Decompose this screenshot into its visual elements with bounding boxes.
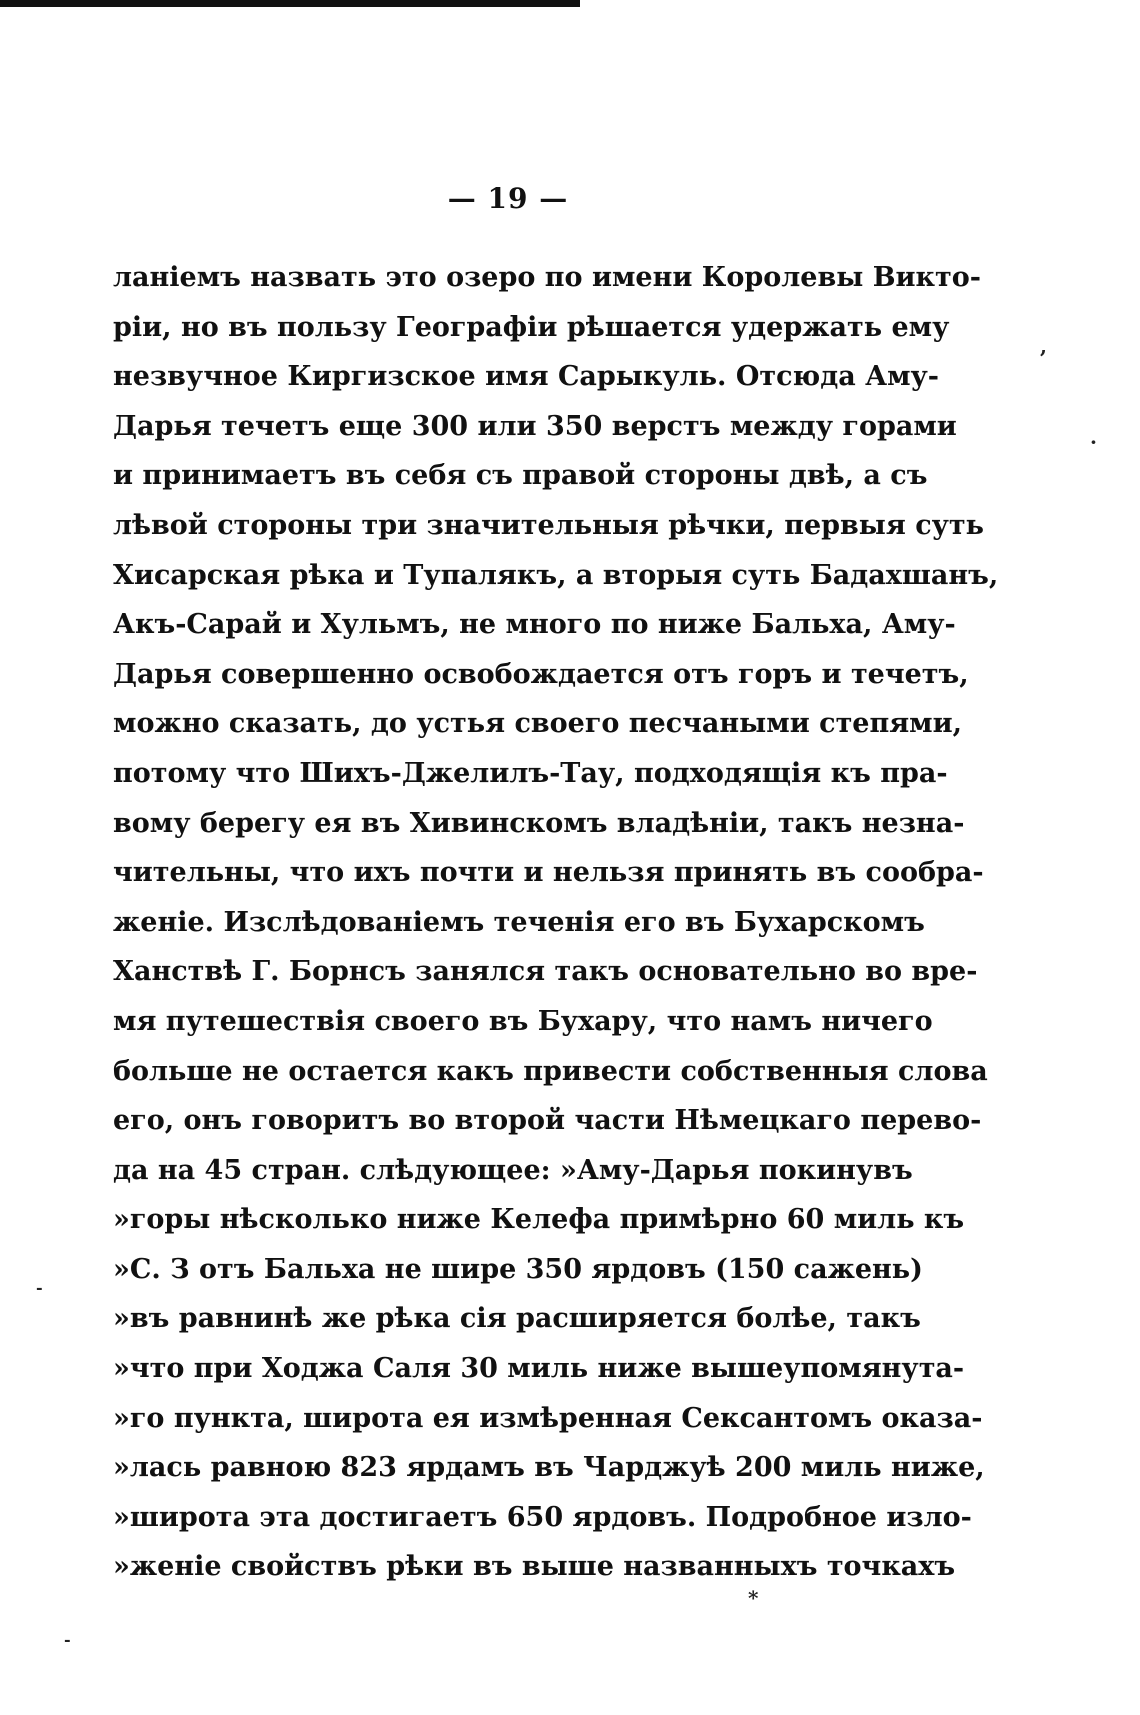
text-line: Хисарская рѣка и Тупалякъ, а вторыя суть Бадахшанъ,	[113, 559, 999, 591]
text-line: да на 45 стран. слѣдующее: »Аму-Дарья покинувъ	[113, 1154, 913, 1186]
text-line: »горы нѣсколько ниже Келефа примѣрно 60 миль къ	[113, 1204, 965, 1236]
text-line: Акъ-Сарай и Хульмъ, не много по ниже Бальха, Аму-	[113, 609, 956, 641]
text-line: его, онъ говоритъ во второй части Нѣмецкаго перево-	[113, 1105, 982, 1137]
text-line: »С. З отъ Бальха не шире 350 ярдовъ (150 сажень)	[113, 1253, 923, 1285]
body-text	[113, 253, 999, 1592]
signature-mark: *	[748, 1586, 759, 1610]
text-line: Дарья совершенно освобождается отъ горъ и течетъ,	[113, 658, 969, 690]
text-line: »женіе свойствъ рѣки въ выше названныхъ точкахъ	[113, 1551, 956, 1583]
text-line: »го пункта, широта ея измѣренная Сексантомъ оказа-	[113, 1402, 983, 1434]
text-line: »широта эта достигаетъ 650 ярдовъ. Подробное изло-	[113, 1501, 972, 1533]
top-edge-rule	[0, 0, 580, 7]
text-line: ріи, но въ пользу Географіи рѣшается удержать ему	[113, 311, 950, 343]
page-number: — 19 —	[447, 182, 569, 215]
scan-speck: ·	[1090, 430, 1097, 454]
text-line: можно сказать, до устья своего песчаными степями,	[113, 708, 963, 740]
text-line: Дарья течетъ еще 300 или 350 верстъ между горами	[113, 410, 957, 442]
text-line: женіе. Изслѣдованіемъ теченія его въ Бухарскомъ	[113, 906, 925, 938]
text-line: вому берегу ея въ Хивинскомъ владѣніи, такъ незна-	[113, 807, 965, 839]
text-line: »лась равною 823 ярдамъ въ Чарджуѣ 200 миль ниже,	[113, 1452, 985, 1484]
text-line: больше не остается какъ привести собственныя слова	[113, 1055, 988, 1087]
scan-speck: -	[64, 1630, 71, 1649]
scan-speck: ,	[1040, 334, 1047, 358]
text-line: »что при Ходжа Саля 30 миль ниже вышеупомянута-	[113, 1353, 965, 1385]
text-line: и принимаетъ въ себя съ правой стороны двѣ, а съ	[113, 460, 928, 492]
text-line: лѣвой стороны три значительныя рѣчки, первыя суть	[113, 509, 984, 541]
scan-speck: -	[36, 1278, 43, 1297]
text-line: потому что Шихъ-Джелилъ-Тау, подходящія къ пра-	[113, 757, 948, 789]
text-line: незвучное Киргизское имя Сарыкуль. Отсюда Аму-	[113, 361, 940, 393]
text-line: ланіемъ назвать это озеро по имени Королевы Викто-	[113, 262, 981, 293]
text-line: »въ равнинѣ же рѣка сія расширяется болѣе, такъ	[113, 1303, 921, 1335]
text-line: чительны, что ихъ почти и нельзя принять въ сообра-	[113, 857, 984, 889]
text-line: мя путешествія своего въ Бухару, что намъ ничего	[113, 1005, 933, 1037]
text-line: Ханствѣ Г. Борнсъ занялся такъ основательно во вре-	[113, 956, 978, 988]
